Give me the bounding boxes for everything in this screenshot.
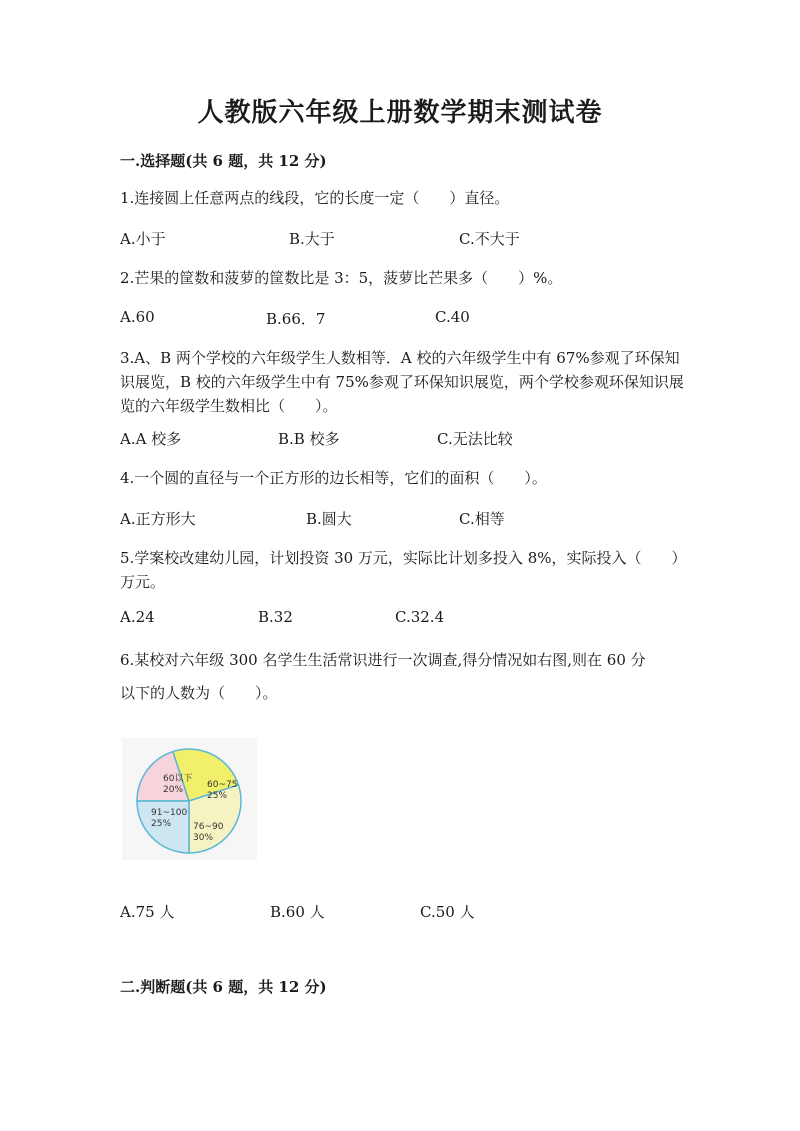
question-5: 5.学案校改建幼儿园，计划投资 30 万元，实际比计划多投入 8%，实际投入（ ）万元。: [120, 549, 687, 591]
q3-option-a: A.A 校多: [120, 430, 182, 448]
q6-option-b: B.60 人: [270, 903, 325, 921]
question-6-line-2: 以下的人数为（ ）。: [120, 684, 278, 702]
q4-option-b: B.圆大: [306, 510, 352, 528]
q2-option-b: B.66．7: [266, 310, 326, 328]
pie-slice-percent-0: 20%: [163, 785, 184, 795]
page-title: 人教版六年级上册数学期末测试卷: [197, 98, 603, 128]
pie-slice-percent-2: 30%: [193, 833, 214, 843]
q3-option-c: C.无法比较: [437, 430, 513, 448]
pie-slice-label-2: 76~90: [193, 822, 224, 832]
pie-slice-label-3: 91~100: [151, 808, 188, 818]
q2-option-a: A.60: [120, 308, 155, 326]
question-2: 2.芒果的筐数和菠萝的筐数比是 3：5，菠萝比芒果多（ ）%。: [120, 269, 563, 287]
section-heading-choice: 一.选择题(共 6 题，共 12 分): [120, 152, 327, 170]
pie-slice-percent-1: 25%: [207, 791, 228, 801]
pie-slice-label-0: 60以下: [163, 774, 193, 784]
q5-option-a: A.24: [120, 608, 155, 626]
q3-option-b: B.B 校多: [278, 430, 340, 448]
section-heading-judgement: 二.判断题(共 6 题，共 12 分): [120, 978, 327, 996]
q1-option-b: B.大于: [289, 230, 335, 248]
q6-option-a: A.75 人: [120, 903, 175, 921]
q1-option-a: A.小于: [120, 230, 166, 248]
question-3: 3.A、B 两个学校的六年级学生人数相等．A 校的六年级学生中有 67%参观了环保知识展览，B 校的六年级学生中有 75%参观了环保知识展览，两个学校参观环保知识展览的六年级学生数相比（ ）。: [120, 349, 684, 415]
question-1: 1.连接圆上任意两点的线段，它的长度一定（ ）直径。: [120, 189, 510, 207]
pie-slice-label-1: 60~75: [207, 780, 238, 790]
q1-option-c: C.不大于: [459, 230, 520, 248]
question-6-line-1: 6.某校对六年级 300 名学生生活常识进行一次调查,得分情况如右图,则在 60 分: [120, 651, 646, 669]
q5-option-c: C.32.4: [395, 608, 445, 626]
q5-option-b: B.32: [258, 608, 293, 626]
question-4: 4.一个圆的直径与一个正方形的边长相等，它们的面积（ ）。: [120, 469, 547, 487]
pie-slice-percent-3: 25%: [151, 819, 172, 829]
q4-option-c: C.相等: [459, 510, 505, 528]
q6-option-c: C.50 人: [420, 903, 475, 921]
q2-option-c: C.40: [435, 308, 470, 326]
score-pie-chart: [122, 738, 257, 860]
q4-option-a: A.正方形大: [120, 510, 196, 528]
